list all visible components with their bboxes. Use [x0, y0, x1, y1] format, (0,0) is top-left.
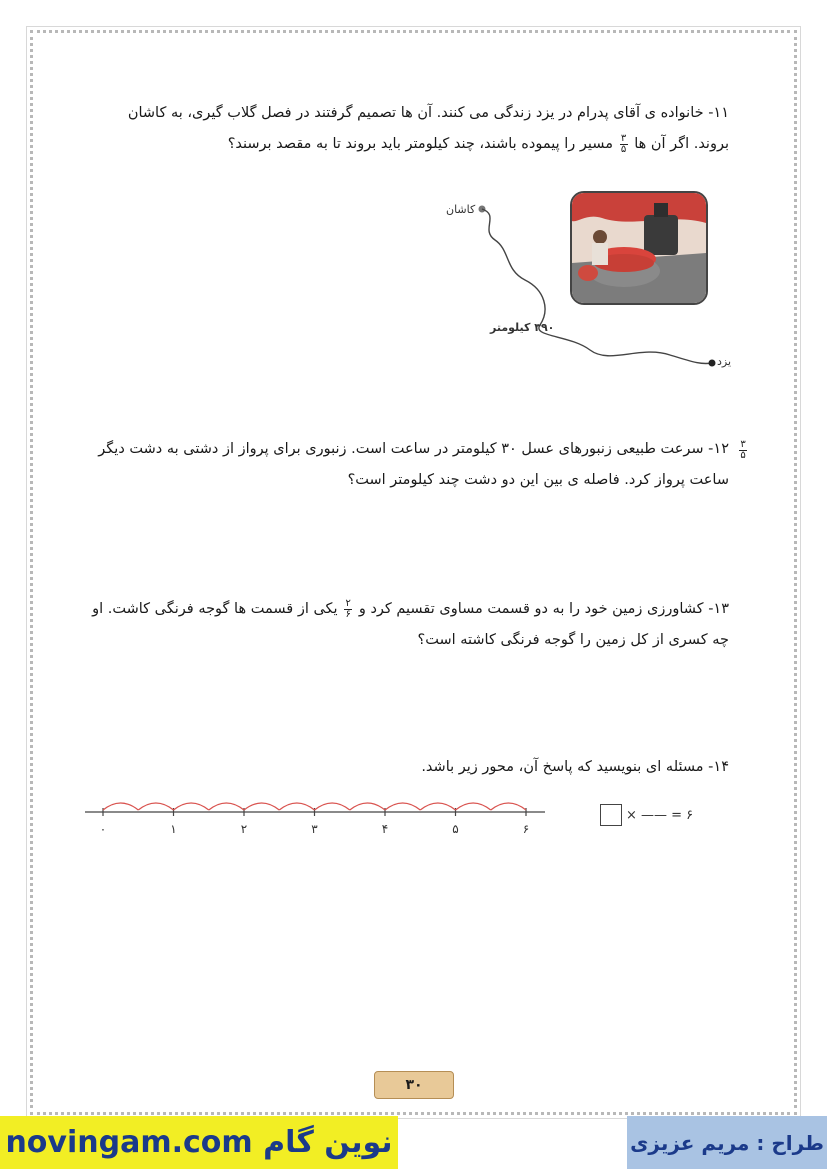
page-number: ۳۰	[374, 1071, 454, 1099]
problem-11-line2	[89, 129, 729, 160]
problem-12	[89, 434, 746, 496]
hop-arc	[385, 803, 420, 810]
footer-designer-banner: طراح : مریم عزیزی	[627, 1116, 827, 1169]
hop-arc	[456, 803, 491, 810]
footer-site-banner: novingam.com نوین گام	[0, 1116, 398, 1169]
rosewater-photo	[570, 191, 708, 305]
hop-arc	[350, 803, 385, 810]
problem-14	[89, 752, 729, 783]
fraction-numerator: ۲	[345, 597, 351, 609]
tick-label: ۵	[452, 822, 459, 836]
answer-box[interactable]	[600, 804, 622, 826]
fraction-numerator: ۳	[740, 439, 746, 450]
number-line	[85, 792, 545, 842]
map-label-distance: ۳۹۰ کیلومتر	[490, 321, 555, 334]
tick-label: ۶	[522, 822, 530, 836]
hop-arc	[209, 803, 244, 810]
map-label-kashan: کاشان	[446, 203, 476, 216]
fraction-three-fifths	[620, 134, 628, 155]
problem-12-line2: ساعت پرواز کرد. فاصله ی بین این دو دشت چند کیلومتر است؟	[347, 472, 729, 488]
fraction-denominator: ۵	[740, 450, 746, 461]
problem-13-text-b: یکی از قسمت ها گوجه فرنگی کاشت. او	[92, 601, 338, 617]
hop-arc	[174, 803, 209, 810]
equation-text: × —— = ۶	[626, 807, 694, 823]
map-label-yazd: یزد	[717, 355, 732, 368]
hop-arc	[244, 803, 279, 810]
problem-13-line2: چه کسری از کل زمین را گوجه فرنگی کاشته است؟	[417, 632, 729, 648]
hop-arc	[279, 803, 314, 810]
problem-11	[89, 98, 729, 160]
problem-13-text-a: ۱۳- کشاورزی زمین خود را به دو قسمت مساوی تقسیم کرد و	[358, 601, 729, 617]
number-line-svg	[85, 792, 545, 822]
tick-label: ۱	[170, 822, 177, 836]
tick-label: ۰	[99, 822, 107, 836]
hop-arc	[491, 803, 526, 810]
tick-label: ۴	[381, 822, 389, 836]
route-map	[440, 185, 730, 375]
hop-arc	[138, 803, 173, 810]
problem-14-line1: ۱۴- مسئله ای بنویسید که پاسخ آن، محور زیر باشد.	[421, 759, 729, 775]
hop-arc	[103, 803, 138, 810]
hop-arc	[315, 803, 350, 810]
hop-arc	[420, 803, 455, 810]
tick-label: ۲	[240, 822, 248, 836]
fraction-numerator: ۳	[620, 132, 627, 144]
fraction-denominator: ۵	[620, 143, 627, 155]
equation	[600, 804, 693, 826]
tick-label: ۳	[311, 822, 318, 836]
yazd-dot	[709, 360, 716, 367]
problem-11-text-b: مسیر را پیموده باشند، چند کیلومتر باید بروند تا به مقصد برسند؟	[227, 136, 613, 152]
problem-12-line1: ۱۲- سرعت طبیعی زنبورهای عسل ۳۰ کیلومتر در ساعت است. زنبوری برای پرواز از دشتی به دشت دیگر	[98, 441, 729, 457]
fraction-two-sixths	[344, 599, 352, 620]
problem-11-line1: ۱۱- خانواده ی آقای پدرام در یزد زندگی می کنند. آن ها تصمیم گرفتند در فصل گلاب گیری، به کاشان	[127, 105, 729, 121]
problem-13	[89, 594, 729, 656]
fraction-denominator: ۶	[345, 608, 351, 620]
problem-11-text-a: بروند. اگر آن ها	[634, 136, 729, 152]
fraction-three-fifths-12	[739, 440, 747, 461]
problem-13-line1	[89, 594, 729, 625]
